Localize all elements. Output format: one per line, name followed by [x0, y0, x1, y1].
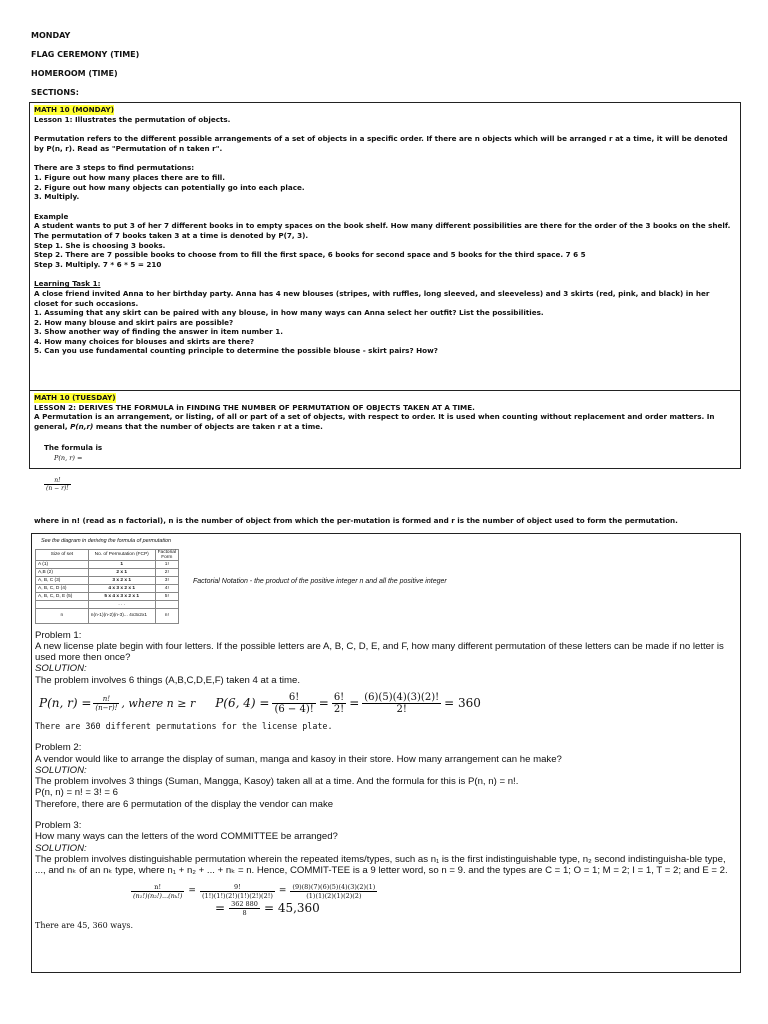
problem3-answer: There are 45, 360 ways.	[35, 920, 134, 930]
step-item: 3. Multiply.	[34, 192, 80, 202]
example-step: Step 3. Multiply. 7 * 6 * 5 = 210	[34, 259, 162, 269]
problem3-title: Problem 3:	[35, 820, 82, 832]
problem1-text: A new license plate begin with four letters. If the possible letters are A, B, C, D, E, and F, how many different permutation of these letters can be made if no letter is used more then once?	[35, 640, 724, 664]
formula-line: The formula is P(n, r) = $\frac{n!}{(n - r)!}$	[34, 433, 736, 515]
step-item: 1. Figure out how many places there are to fill.	[34, 172, 225, 182]
factorial-notation-note: Factorial Notation - the product of the positive integer n and all the positive integer	[193, 578, 447, 585]
where-text: where in n! (read as n factorial), n is the number of object from which the per-mutation is formed and r is the number of object used to form the permutation.	[34, 515, 678, 525]
problem2-involves: The problem involves 3 things (Suman, Mangga, Kasoy) taken all at a time. And the formula for this is P(n, n) = n!.	[35, 776, 519, 788]
diagram-caption: See the diagram in deriving the formula of permutation	[41, 538, 172, 544]
step-item: 2. Figure out how many objects can potentially go into each place.	[34, 182, 305, 192]
table-row: A,B (2) 2 x 1 2!	[36, 568, 179, 576]
diagram-row	[35, 538, 737, 624]
permutation-definition: Permutation refers to the different possible arrangements of a set of objects in a specific order. If there are n objects which will be arranged r at a time, it will be denoted by P(n, r). Read as "Permutation of n taken r".	[34, 134, 731, 153]
table-row: n n(n-1)(n-2)(n-3)... 4x3x2x1 n!	[36, 608, 179, 623]
math-monday-tag: MATH 10 (MONDAY)	[34, 105, 114, 114]
math-tuesday-box	[29, 390, 741, 525]
problem2-calc: P(n, n) = n! = 3! = 6	[35, 787, 118, 799]
problem1-involves: The problem involves 6 things (A,B,C,D,E,F) taken 4 at a time.	[35, 674, 301, 686]
table-row: A (1) 1 1!	[36, 560, 179, 568]
problem1-answer: There are 360 different permutations for the license plate.	[35, 720, 333, 731]
table-row: A, B, C, D (4) 4 x 3 x 2 x 1 4!	[36, 584, 179, 592]
problem3-text: How many ways can the letters of the word COMMITTEE be arranged?	[35, 831, 338, 843]
task-item: 5. Can you use fundamental counting principle to determine the possible blouse - skirt pairs? How?	[34, 346, 438, 356]
problem3-desc: The problem involves distinguishable permutation wherein the repeated items/types, such as n₁ is the first indistinguishable type, n₂ second indistinguisha-ble type, ..., and nₖ of an nₖ type, where n₁ + n₂ + ... + nₖ = n. Hence, COMMIT-TEE is a 9 letter word, so n = 9. and the types are C = 1; O = 1; M = 2; I = 1, T = 2; and E = 2.	[35, 853, 728, 877]
table-row: A, B, C (3) 3 x 2 x 1 3!	[36, 576, 179, 584]
problem3-formula: $\frac{n!}{\text{(n₁!)(n₂!)...(nₖ!)}}$ = $\frac{9!}{(1!)(1!)(2!)(1!)(2!)(2!)}$ = $\frac{(9)(8)(7)(6)(5)(4)(3)(2)(1)}{(1)(1)(2)(1)(2)(2)}$	[133, 882, 376, 900]
day-label: MONDAY	[31, 31, 71, 40]
formula-fraction: $\frac{n!}{(n - r)!}$	[46, 477, 69, 493]
solution-label: SOLUTION:	[35, 663, 87, 675]
table-header-row	[36, 549, 179, 560]
lesson1-title: Lesson 1: Illustrates the permutation of objects.	[34, 114, 231, 124]
learning-task-text: A close friend invited Anna to her birthday party. Anna has 4 new blouses (stripes, with ruffles, long sleeved, and sleeveless) and 3 skirts (red, pink, and black) in her closet for such occasions.	[34, 288, 712, 308]
problem1-title: Problem 1:	[35, 629, 82, 641]
lesson2-title: LESSON 2: DERIVES THE FORMULA in FINDING THE NUMBER OF PERMUTATION OF OBJECTS TAKEN AT A TIME.	[34, 402, 475, 412]
problem2-title: Problem 2:	[35, 742, 82, 754]
example-step: Step 1. She is choosing 3 books.	[34, 240, 166, 250]
math-tuesday-tag: MATH 10 (TUESDAY)	[34, 393, 116, 402]
example-title: Example	[34, 211, 69, 221]
table-header: Size of set	[36, 549, 89, 560]
table-header: Factorial Form	[155, 549, 178, 560]
homeroom-label: HOMEROOM (TIME)	[31, 69, 118, 78]
flag-ceremony-label: FLAG CEREMONY (TIME)	[31, 50, 140, 59]
example-step: Step 2. There are 7 possible books to choose from to fill the first space, 6 books for second space and 5 books for the third space. 7 6 5	[34, 250, 586, 260]
steps-intro: There are 3 steps to find permutations:	[34, 163, 195, 173]
problem1-formula: P(n, r) = $\frac{n!}{(n-r)!}$ , where n ≥ r P(6, 4) = $\frac{6!}{(6 - 4)!}$ = $\frac{6!}{2!}$ = $\frac{(6)(5)(4)(3)(2)!}{2!}$ = 360	[39, 691, 481, 715]
permutation-table	[35, 549, 179, 624]
table-row: A, B, C, D, E (5) 5 x 4 x 3 x 2 x 1 5!	[36, 592, 179, 600]
permutation-definition-2: A Permutation is an arrangement, or listing, of all or part of a set of objects, with respect to order. It is used when counting without replacement and order matters. In general, P(n,r) means that the number of objects are taken r at a time.	[34, 412, 718, 431]
table-header: No. of Permutation (FCP)	[88, 549, 155, 560]
problems-box	[31, 533, 741, 973]
problem2-answer: Therefore, there are 6 permutation of the display the vendor can make	[35, 798, 334, 810]
solution-label: SOLUTION:	[35, 842, 87, 854]
task-item: 1. Assuming that any skirt can be paired with any blouse, in how many ways can Anna select her outfit? List the possibilities.	[34, 308, 544, 318]
table-row: . . .	[36, 600, 179, 608]
problem3-result: = $\frac{362 880}{8}$ = 45,360	[215, 899, 320, 917]
task-item: 3. Show another way of finding the answer in item number 1.	[34, 327, 283, 337]
learning-task-title: Learning Task 1:	[34, 279, 101, 289]
solution-label: SOLUTION:	[35, 764, 87, 776]
task-item: 4. How many choices for blouses and skirts are there?	[34, 336, 255, 346]
math-monday-box	[29, 102, 741, 391]
example-text: A student wants to put 3 of her 7 different books in to empty spaces on the book shelf. How many different possibilities are there for the order of the 3 books on the shelf. The permutation of 7 books taken 3 at a time is denoted by P(7, 3).	[34, 221, 733, 240]
problem2-text: A vendor would like to arrange the display of suman, manga and kasoy in their store. How many arrangement can he make?	[35, 753, 562, 765]
sections-label: SECTIONS:	[31, 88, 79, 97]
task-item: 2. How many blouse and skirt pairs are possible?	[34, 317, 234, 327]
